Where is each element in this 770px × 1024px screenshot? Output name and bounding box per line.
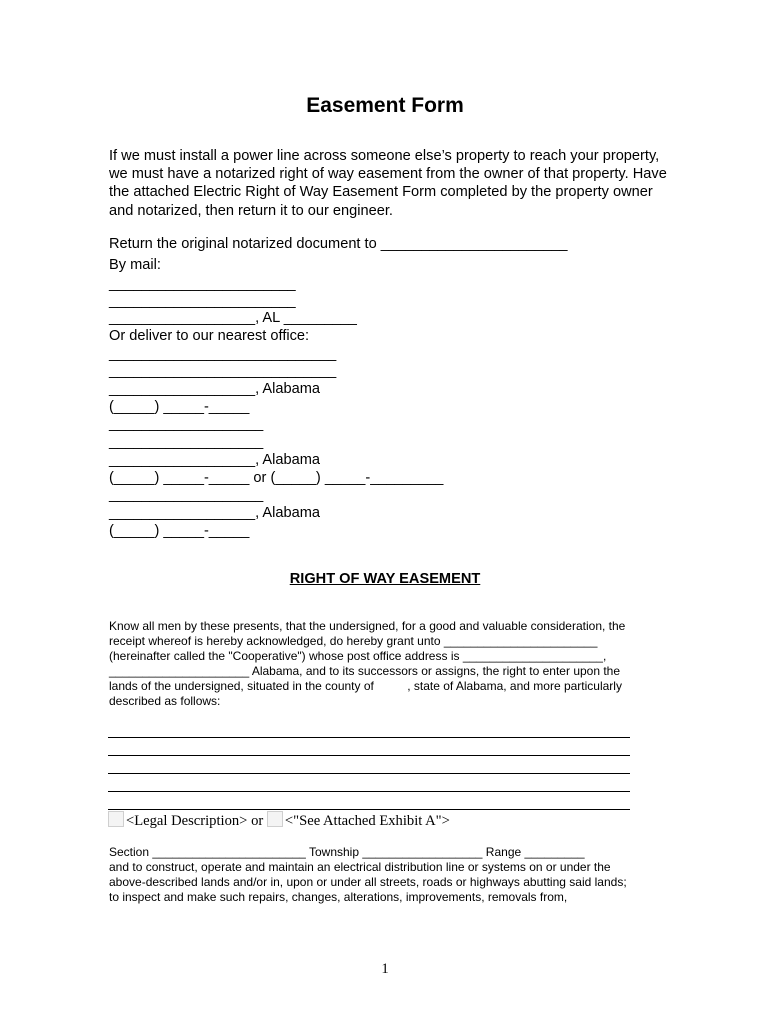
description-blank-line [108,809,630,810]
blank-line: ___________________ [109,416,264,432]
easement-text-line: described as follows: [109,694,221,708]
blank-line: ___________________ [109,487,264,503]
section-township-range-line: Section _______________________ Township __________________ Range _________ [109,845,585,859]
city-alabama-line: __________________, Alabama [109,381,320,397]
easement-text-line: Know all men by these presents, that the undersigned, for a good and valuable consideration, the [109,619,626,633]
description-blank-line [108,773,630,774]
page-number: 1 [381,961,389,977]
easement-text-line: _____________________ Alabama, and to its successors or assigns, the right to enter upon the [109,664,621,678]
page-title: Easement Form [306,94,464,117]
city-al-line: __________________, AL _________ [109,310,357,326]
city-alabama-line: __________________, Alabama [109,452,320,468]
closing-text-line: and to construct, operate and maintain an electrical distribution line or systems on or under the [109,860,611,874]
blank-line: ____________________________ [109,346,337,362]
phone-line: (_____) _____-_____ or (_____) _____-_________ [109,470,444,486]
intro-paragraph: If we must install a power line across someone else’s property to reach your property, we must have a notarized right of way easement from the owner of that property. Have the attached Electric Right of Way Easement Form completed by the property owner and notarized, then return it to our engineer. [109,148,667,219]
deliver-label: Or deliver to our nearest office: [109,328,310,344]
phone-line: (_____) _____-_____ [109,399,250,415]
easement-text-line: (hereinafter called the "Cooperative") whose post office address is _____________________, [109,649,607,663]
description-blank-line [108,791,630,792]
description-blank-line [108,755,630,756]
easement-heading: RIGHT OF WAY EASEMENT [289,571,481,587]
blank-line: ____________________________ [109,363,337,379]
exhibit-label: <"See Attached Exhibit A"> [284,813,450,829]
phone-line: (_____) _____-_____ [109,523,250,539]
easement-text-line: receipt whereof is hereby acknowledged, do hereby grant unto _______________________ [109,634,598,648]
city-alabama-line: __________________, Alabama [109,505,320,521]
closing-text-line: to inspect and make such repairs, changes, alterations, improvements, removals from, [109,890,568,904]
blank-line: _______________________ [109,293,296,309]
description-blank-line [108,737,630,738]
by-mail-label: By mail: [109,257,161,273]
blank-line: _______________________ [109,276,296,292]
legal-description-checkbox[interactable] [108,811,124,827]
exhibit-checkbox[interactable] [267,811,283,827]
easement-text-line: lands of the undersigned, situated in the county of , state of Alabama, and more particularly [109,679,622,693]
return-line: Return the original notarized document to _______________________ [109,236,568,252]
blank-line: ___________________ [109,434,264,450]
closing-text-line: above-described lands and/or in, upon or under all streets, roads or highways abutting said lands; [109,875,627,889]
description-options [108,811,450,831]
or-label: or [251,813,264,829]
legal-description-label: <Legal Description> [126,813,248,829]
